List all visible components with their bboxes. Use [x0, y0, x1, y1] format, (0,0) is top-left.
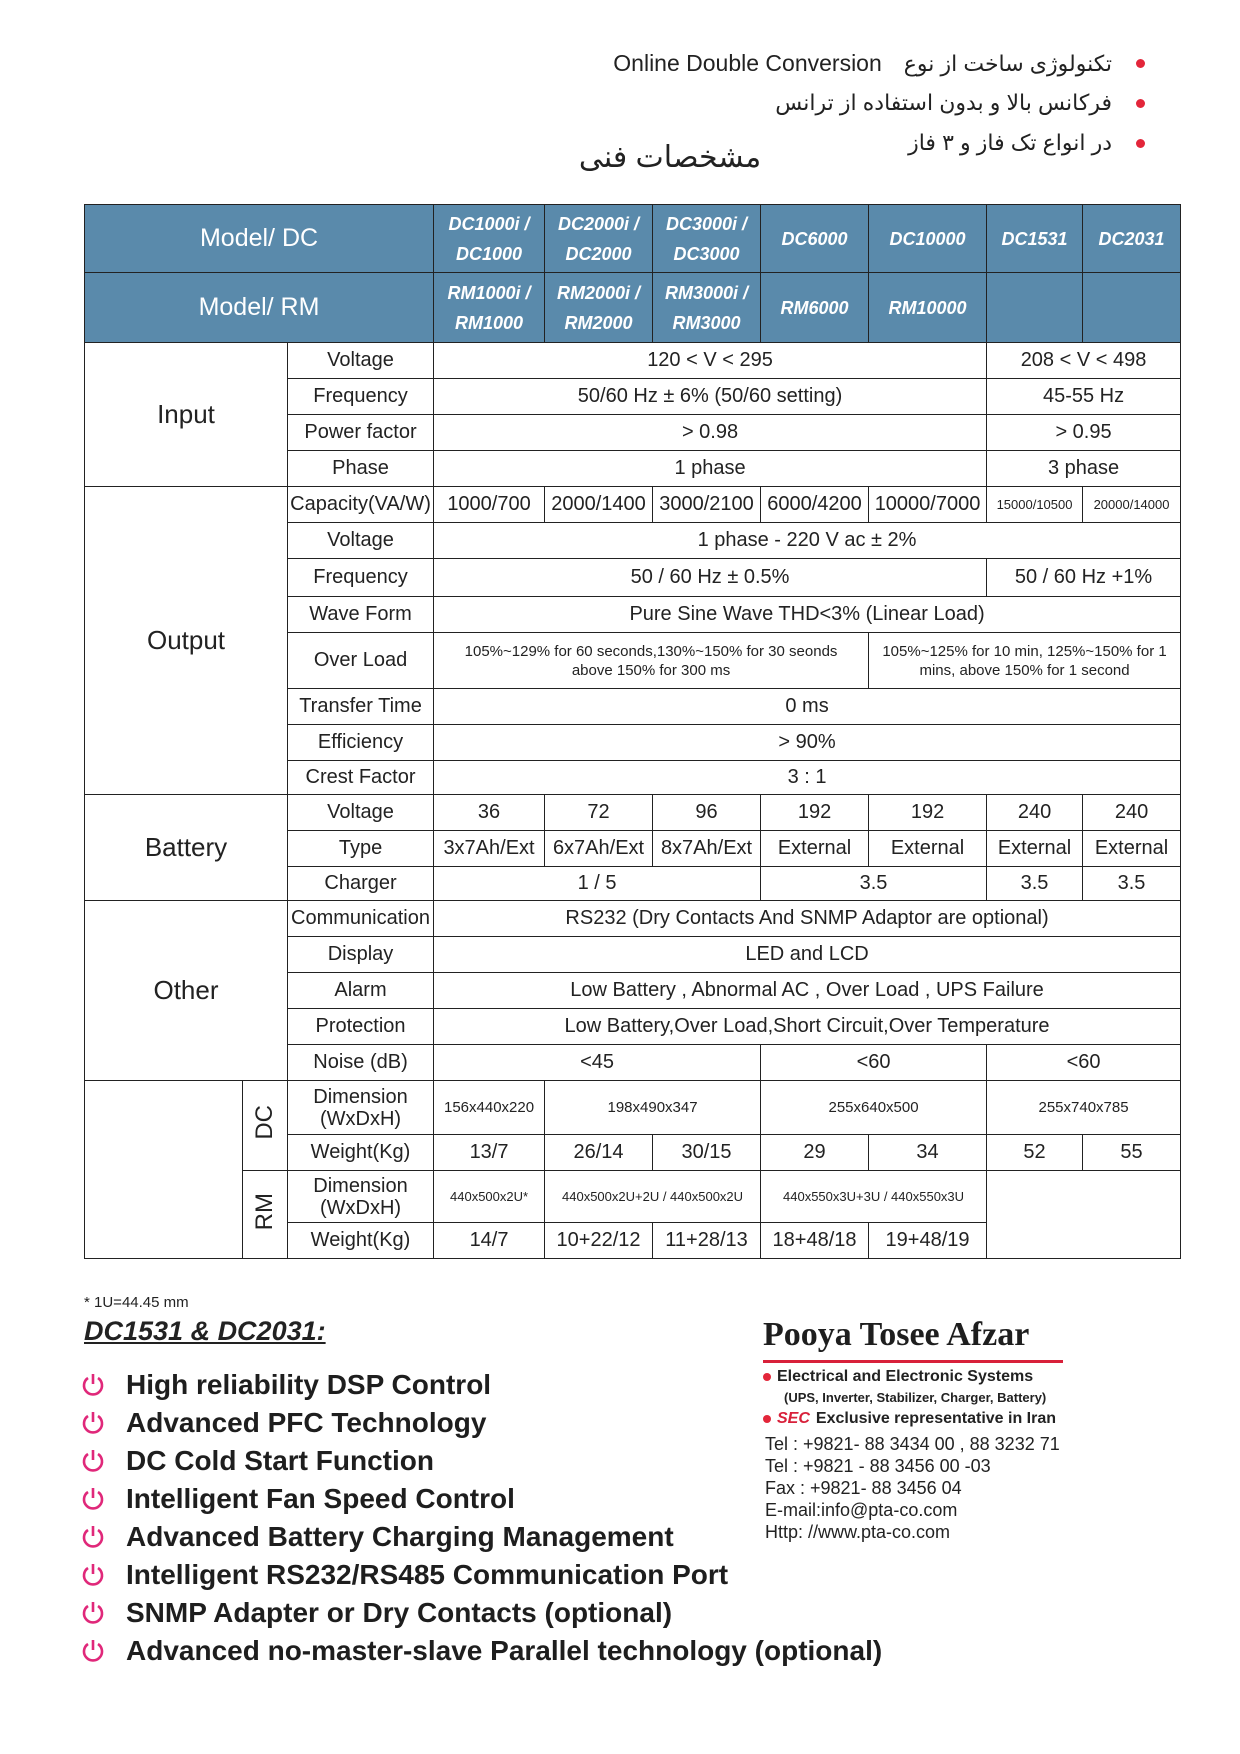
header-bullet-1 — [613, 50, 1145, 77]
cell: 1000/700 — [434, 487, 545, 523]
cell: 105%~129% for 60 seconds,130%~150% for 30 seonds above 150% for 300 ms — [434, 633, 869, 689]
cell: 96 — [653, 795, 761, 831]
features-title: DC1531 & DC2031: — [84, 1316, 326, 1346]
company-divider — [763, 1360, 1063, 1363]
power-icon — [80, 1524, 106, 1550]
cell: 18+48/18 — [761, 1223, 869, 1259]
cell: 15000/10500 — [987, 487, 1083, 523]
cell: 19+48/19 — [869, 1223, 987, 1259]
section-input: Input — [85, 343, 288, 487]
power-icon — [80, 1448, 106, 1474]
cell: 440x550x3U+3U / 440x550x3U — [761, 1171, 987, 1223]
cell: 3.5 — [1083, 867, 1181, 901]
model-dc-label: Model/ DC — [85, 205, 434, 273]
power-icon — [80, 1410, 106, 1436]
row-label: Dimension (WxDxH) — [288, 1081, 434, 1135]
model-cell: DC6000 — [761, 205, 869, 273]
footnote: * 1U=44.45 mm — [84, 1294, 189, 1311]
empty-cell — [987, 1171, 1181, 1223]
feature-text: Advanced PFC Technology — [126, 1407, 487, 1438]
page-title: مشخصات فنی — [578, 141, 762, 174]
power-icon — [80, 1562, 106, 1588]
table-row — [85, 343, 1181, 379]
table-row — [85, 901, 1181, 937]
cell: 192 — [761, 795, 869, 831]
cell: 3.5 — [761, 867, 987, 901]
cell: 6000/4200 — [761, 487, 869, 523]
cell: 6x7Ah/Ext — [545, 831, 653, 867]
row-label: Phase — [288, 451, 434, 487]
company-line-1-text: Electrical and Electronic Systems — [777, 1368, 1034, 1385]
section-output: Output — [85, 487, 288, 795]
power-icon — [80, 1638, 106, 1664]
row-label: Efficiency — [288, 725, 434, 761]
cell: <60 — [987, 1045, 1181, 1081]
row-label: Dimension (WxDxH) — [288, 1171, 434, 1223]
model-cell: DC2000i / DC2000 — [545, 205, 653, 273]
power-icon — [80, 1600, 106, 1626]
model-cell: RM3000i / RM3000 — [653, 273, 761, 343]
row-label: Communication — [288, 901, 434, 937]
list-item — [80, 1480, 882, 1518]
table-row — [85, 795, 1181, 831]
cell: 11+28/13 — [653, 1223, 761, 1259]
cell: 1 phase - 220 V ac ± 2% — [434, 523, 1181, 559]
row-label: Type — [288, 831, 434, 867]
company-name: Pooya Tosee Afzar — [763, 1316, 1030, 1353]
cell: LED and LCD — [434, 937, 1181, 973]
cell: External — [761, 831, 869, 867]
feature-text: Advanced Battery Charging Management — [126, 1521, 674, 1552]
cell: Pure Sine Wave THD<3% (Linear Load) — [434, 597, 1181, 633]
cell: 36 — [434, 795, 545, 831]
cell: 10+22/12 — [545, 1223, 653, 1259]
cell: 50 / 60 Hz +1% — [987, 559, 1181, 597]
feature-text: High reliability DSP Control — [126, 1369, 492, 1400]
feature-text: Intelligent RS232/RS485 Communication Port — [126, 1559, 729, 1590]
row-label: Charger — [288, 867, 434, 901]
cell: External — [1083, 831, 1181, 867]
feature-text: SNMP Adapter or Dry Contacts (optional) — [126, 1597, 673, 1628]
cell: 10000/7000 — [869, 487, 987, 523]
cell: 45-55 Hz — [987, 379, 1181, 415]
subsection-dc-label: DC — [251, 1105, 278, 1140]
table-row — [85, 1171, 1181, 1223]
subsection-rm-label: RM — [251, 1192, 278, 1231]
sec-logo: SEC — [777, 1410, 810, 1427]
cell: External — [987, 831, 1083, 867]
other-spacer — [85, 1081, 243, 1259]
bullet-dot-icon — [763, 1373, 771, 1381]
feature-text: Advanced no-master-slave Parallel technology (optional) — [126, 1635, 883, 1666]
cell: 14/7 — [434, 1223, 545, 1259]
row-label: Protection — [288, 1009, 434, 1045]
contact-line: Tel : +9821- 88 3434 00 , 88 3232 71 — [765, 1434, 1060, 1454]
bullet-persian-text: در انواع تک فاز و ۳ فاز — [908, 130, 1112, 155]
list-item — [80, 1442, 882, 1480]
model-cell: RM10000 — [869, 273, 987, 343]
feature-list — [80, 1366, 882, 1670]
row-label: Weight(Kg) — [288, 1135, 434, 1171]
cell: 50/60 Hz ± 6% (50/60 setting) — [434, 379, 987, 415]
email-link[interactable]: E-mail:info@pta-co.com — [765, 1500, 958, 1520]
cell: 440x500x2U+2U / 440x500x2U — [545, 1171, 761, 1223]
cell: 198x490x347 — [545, 1081, 761, 1135]
row-label: Voltage — [288, 343, 434, 379]
list-item — [80, 1366, 882, 1404]
row-label: Weight(Kg) — [288, 1223, 434, 1259]
cell: 50 / 60 Hz ± 0.5% — [434, 559, 987, 597]
list-item — [80, 1632, 882, 1670]
list-item — [80, 1518, 882, 1556]
model-cell — [1083, 273, 1181, 343]
contact-line: Tel : +9821 - 88 3456 00 -03 — [765, 1456, 991, 1476]
company-line-2-text: Exclusive representative in Iran — [815, 1410, 1057, 1427]
feature-text: Intelligent Fan Speed Control — [126, 1483, 515, 1514]
row-label: Frequency — [288, 559, 434, 597]
cell: 208 < V < 498 — [987, 343, 1181, 379]
section-battery: Battery — [85, 795, 288, 901]
cell: 255x640x500 — [761, 1081, 987, 1135]
cell: 1 / 5 — [434, 867, 761, 901]
bullet-dot-icon — [1136, 99, 1145, 108]
row-label: Over Load — [288, 633, 434, 689]
cell: External — [869, 831, 987, 867]
cell: 72 — [545, 795, 653, 831]
row-label: Display — [288, 937, 434, 973]
cell: 3000/2100 — [653, 487, 761, 523]
model-cell: DC1000i / DC1000 — [434, 205, 545, 273]
model-cell: DC1531 — [987, 205, 1083, 273]
list-item — [80, 1556, 882, 1594]
bullet-persian-text: فرکانس بالا و بدون استفاده از ترانس — [775, 90, 1112, 115]
model-cell: RM6000 — [761, 273, 869, 343]
model-dc-row — [85, 205, 1181, 273]
cell: 1 phase — [434, 451, 987, 487]
power-icon — [80, 1486, 106, 1512]
header-bullet-3 — [908, 130, 1145, 156]
cell: > 0.98 — [434, 415, 987, 451]
cell: 52 — [987, 1135, 1083, 1171]
cell: 55 — [1083, 1135, 1181, 1171]
row-label: Crest Factor — [288, 761, 434, 795]
model-cell: RM2000i / RM2000 — [545, 273, 653, 343]
section-other: Other — [85, 901, 288, 1081]
cell: 34 — [869, 1135, 987, 1171]
cell: RS232 (Dry Contacts And SNMP Adaptor are optional) — [434, 901, 1181, 937]
cell: 440x500x2U* — [434, 1171, 545, 1223]
cell: 13/7 — [434, 1135, 545, 1171]
cell: 26/14 — [545, 1135, 653, 1171]
cell: 156x440x220 — [434, 1081, 545, 1135]
cell: 105%~125% for 10 min, 125%~150% for 1 mins, above 150% for 1 second — [869, 633, 1181, 689]
table-row — [85, 1081, 1181, 1135]
cell: <60 — [761, 1045, 987, 1081]
row-label: Transfer Time — [288, 689, 434, 725]
row-label: Capacity(VA/W) — [288, 487, 434, 523]
model-cell: RM1000i / RM1000 — [434, 273, 545, 343]
company-line-1 — [763, 1368, 1033, 1386]
cell: > 0.95 — [987, 415, 1181, 451]
row-label: Alarm — [288, 973, 434, 1009]
cell: 240 — [1083, 795, 1181, 831]
model-rm-label: Model/ RM — [85, 273, 434, 343]
spec-table — [84, 204, 1181, 1259]
cell: Low Battery,Over Load,Short Circuit,Over Temperature — [434, 1009, 1181, 1045]
cell: 3x7Ah/Ext — [434, 831, 545, 867]
subsection-rm — [243, 1171, 288, 1259]
cell: 192 — [869, 795, 987, 831]
website-link[interactable]: Http: //www.pta-co.com — [765, 1522, 951, 1542]
model-cell: DC10000 — [869, 205, 987, 273]
row-label: Voltage — [288, 795, 434, 831]
cell: 3 : 1 — [434, 761, 1181, 795]
feature-text: DC Cold Start Function — [126, 1445, 434, 1476]
cell: 30/15 — [653, 1135, 761, 1171]
company-line-2 — [763, 1410, 1056, 1428]
model-cell — [987, 273, 1083, 343]
header-bullet-2 — [775, 90, 1145, 116]
bullet-dot-icon — [1136, 59, 1145, 68]
cell: 120 < V < 295 — [434, 343, 987, 379]
subsection-dc — [243, 1081, 288, 1171]
cell: Low Battery , Abnormal AC , Over Load , UPS Failure — [434, 973, 1181, 1009]
cell: 8x7Ah/Ext — [653, 831, 761, 867]
cell: 3.5 — [987, 867, 1083, 901]
company-subline: (UPS, Inverter, Stabilizer, Charger, Battery) — [784, 1390, 1047, 1405]
list-item — [80, 1404, 882, 1442]
power-icon — [80, 1372, 106, 1398]
row-label: Wave Form — [288, 597, 434, 633]
cell: 20000/14000 — [1083, 487, 1181, 523]
row-label: Frequency — [288, 379, 434, 415]
cell: 3 phase — [987, 451, 1181, 487]
list-item — [80, 1594, 882, 1632]
table-row — [85, 487, 1181, 523]
cell: 29 — [761, 1135, 869, 1171]
bullet-dot-icon — [1136, 139, 1145, 148]
contact-line: Fax : +9821- 88 3456 04 — [765, 1478, 962, 1498]
empty-cell — [987, 1223, 1181, 1259]
cell: <45 — [434, 1045, 761, 1081]
bullet-english-text: Online Double Conversion — [613, 50, 882, 76]
row-label: Noise (dB) — [288, 1045, 434, 1081]
model-rm-row — [85, 273, 1181, 343]
cell: 255x740x785 — [987, 1081, 1181, 1135]
cell: 2000/1400 — [545, 487, 653, 523]
row-label: Voltage — [288, 523, 434, 559]
row-label: Power factor — [288, 415, 434, 451]
model-cell: DC3000i / DC3000 — [653, 205, 761, 273]
cell: > 90% — [434, 725, 1181, 761]
bullet-persian-text: تکنولوژی ساخت از نوع — [903, 50, 1112, 76]
cell: 240 — [987, 795, 1083, 831]
cell: 0 ms — [434, 689, 1181, 725]
bullet-dot-icon — [763, 1415, 771, 1423]
model-cell: DC2031 — [1083, 205, 1181, 273]
